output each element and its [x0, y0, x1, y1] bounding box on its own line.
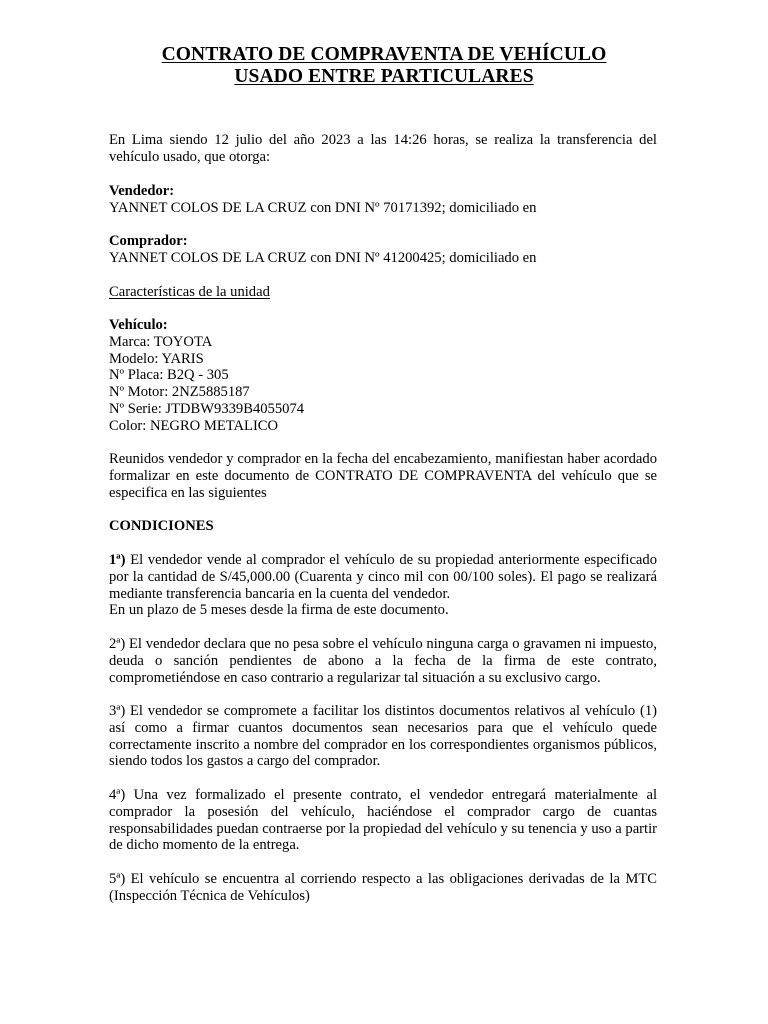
unit-section-heading — [109, 284, 657, 301]
condition-3: 3ª) El vendedor se compromete a facilitar los distintos documentos relativos al vehículo (1) así como a firmar cuantos documentos sean necesarios para que el vehículo quede correctamente inscrito a nombre del comprador en los correspondientes organismos públicos, siendo todos los gastos a cargo del comprador. — [109, 703, 657, 770]
condition-1-extra: En un plazo de 5 meses desde la firma de este documento. — [109, 602, 449, 619]
condition-1-text — [109, 552, 657, 602]
document-title-line-2: USADO ENTRE PARTICULARES — [234, 66, 534, 87]
condition-2: 2ª) El vendedor declara que no pesa sobre el vehículo ninguna carga o gravamen ni impuesto, deuda o sanción pendientes de abono a la fecha de la firma de este contrato, comprometiéndose en caso contrario a regularizar tal situación a su exclusivo cargo. — [109, 636, 657, 686]
vehicle-serial: Nº Serie: JTDBW9339B4055074 — [109, 400, 305, 417]
conditions-heading: CONDICIONES — [109, 518, 214, 534]
vehicle-brand: Marca: TOYOTA — [109, 333, 213, 350]
document-title-line-1: CONTRATO DE COMPRAVENTA DE VEHÍCULO — [161, 44, 607, 65]
vehicle-plate: Nº Placa: B2Q - 305 — [109, 367, 229, 384]
vehicle-color: Color: NEGRO METALICO — [109, 417, 279, 434]
condition-4: 4ª) Una vez formalizado el presente contrato, el vendedor entregará materialmente al comprador la posesión del vehículo, haciéndose el comprador cargo de cuantas responsabilidades puedan contraerse por la propiedad del vehículo y su tenencia y uso a partir de dicho momento de la entrega. — [109, 787, 657, 854]
condition-1-number: 1ª) — [109, 552, 126, 568]
vehicle-engine: Nº Motor: 2NZ5885187 — [109, 384, 250, 401]
condition-1-body: El vendedor vende al comprador el vehículo de su propiedad anteriormente especificado por la cantidad de S/45,000.00 (Cuarenta y cinco mil con 00/100 soles). El pago se realizará mediante transferencia bancaria en la cuenta del vendedor. — [109, 552, 657, 602]
intro-paragraph: En Lima siendo 12 julio del año 2023 a las 14:26 horas, se realiza la transferencia del vehículo usado, que otorga: — [109, 132, 657, 165]
seller-section — [109, 183, 657, 217]
seller-heading: Vendedor: — [109, 183, 175, 199]
vehicle-model: Modelo: YARIS — [109, 350, 204, 367]
condition-5: 5ª) El vehículo se encuentra al corriendo respecto a las obligaciones derivadas de la MTC (Inspección Técnica de Vehículos) — [109, 871, 657, 904]
seller-details: YANNET COLOS DE LA CRUZ con DNI Nº 70171392; domiciliado en — [109, 199, 537, 216]
reunidos-paragraph: Reunidos vendedor y comprador en la fecha del encabezamiento, manifiestan haber acordado formalizar en este documento de CONTRATO DE COMPRAVENTA del vehículo que se especifica en las siguientes — [109, 451, 657, 501]
buyer-heading: Comprador: — [109, 233, 188, 249]
buyer-details: YANNET COLOS DE LA CRUZ con DNI Nº 41200425; domiciliado en — [109, 249, 537, 266]
buyer-section — [109, 233, 657, 267]
condition-1 — [109, 552, 657, 619]
unit-heading: Características de la unidad — [109, 284, 270, 300]
vehicle-section — [109, 317, 657, 435]
vehicle-heading: Vehículo: — [109, 317, 168, 333]
